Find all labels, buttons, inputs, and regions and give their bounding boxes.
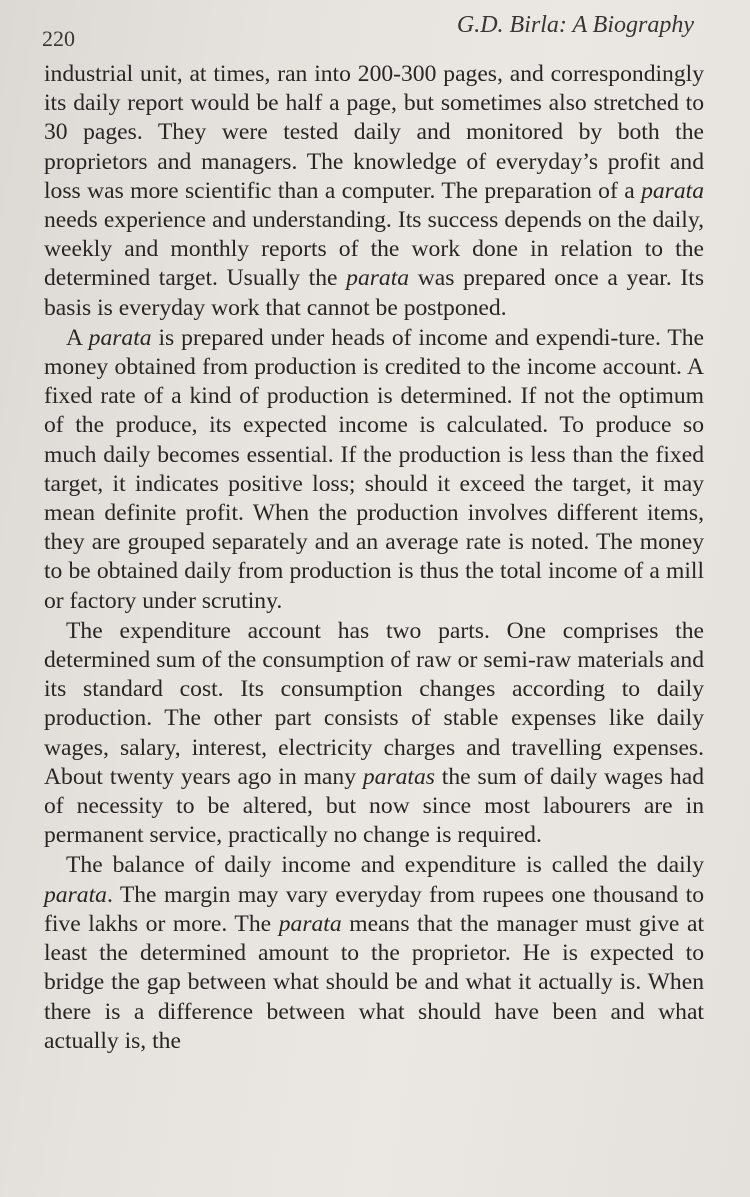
paragraph-3 [44,617,704,851]
page-number: 220 [42,26,75,51]
text-run: A [66,324,89,351]
text-run: needs experience and understanding. Its success depends on the daily, weekly and monthly reports of the work done in relation to the determined target. Usually the [44,207,704,292]
text-run: The expenditure account has two parts. One comprises the determined sum of the consumption of raw or semi-raw materials and its standard cost. Its consumption changes according to daily production. The other part consists of stable expenses like daily wages, salary, interest, electricity charges and travelling expenses. About twenty years ago in many [44,617,704,790]
italic-term: parata [346,265,410,292]
running-head-title: G.D. Birla: A Biography [456,12,694,38]
paragraph-2 [44,324,704,616]
text-run: the sum of daily wages had of necessity to be altered, but now since most labourers are in permanent service, practically no change is required. [44,763,704,849]
body-text [44,60,704,1056]
italic-term: parata [278,910,342,937]
text-run: The balance of daily income and expenditure is called the daily [66,852,704,879]
italic-term: parata [88,324,152,351]
paragraph-4 [44,851,704,1055]
italic-term: parata [641,177,704,204]
text-run: means that the manager must give at least the determined amount to the proprietor. He is expected to bridge the gap between what should be and what it actually is. When there is a difference between what should have been and what actually is, the [44,910,704,1054]
text-run: is prepared under heads of income and expendi-ture. The money obtained from production is credited to the income account. A fixed rate of a kind of production is determined. If not the optimum of the produce, its expected income is calculated. To produce so much daily becomes essential. If the production is less than the fixed target, it indicates positive loss; should it exceed the target, it may mean definite profit. When the production involves different items, they are grouped separately and an average rate is noted. The money to be obtained daily from production is thus the total income of a mill or factory under scrutiny. [44,324,705,614]
italic-term: parata [44,881,107,908]
paragraph-1 [44,60,704,323]
text-run: was prepared once a year. Its basis is everyday work that cannot be postponed. [44,265,704,321]
text-run: . The margin may vary everyday from rupees one thousand to five lakhs or more. The [44,881,704,937]
italic-term: paratas [362,763,435,790]
text-run: industrial unit, at times, ran into 200-300 pages, and correspondingly its daily report would be half a page, but sometimes also stretched to 30 pages. They were tested daily and monitored by both the proprietors and managers. The knowledge of everyday’s profit and loss was more scientific than a computer. The preparation of a [44,61,704,204]
